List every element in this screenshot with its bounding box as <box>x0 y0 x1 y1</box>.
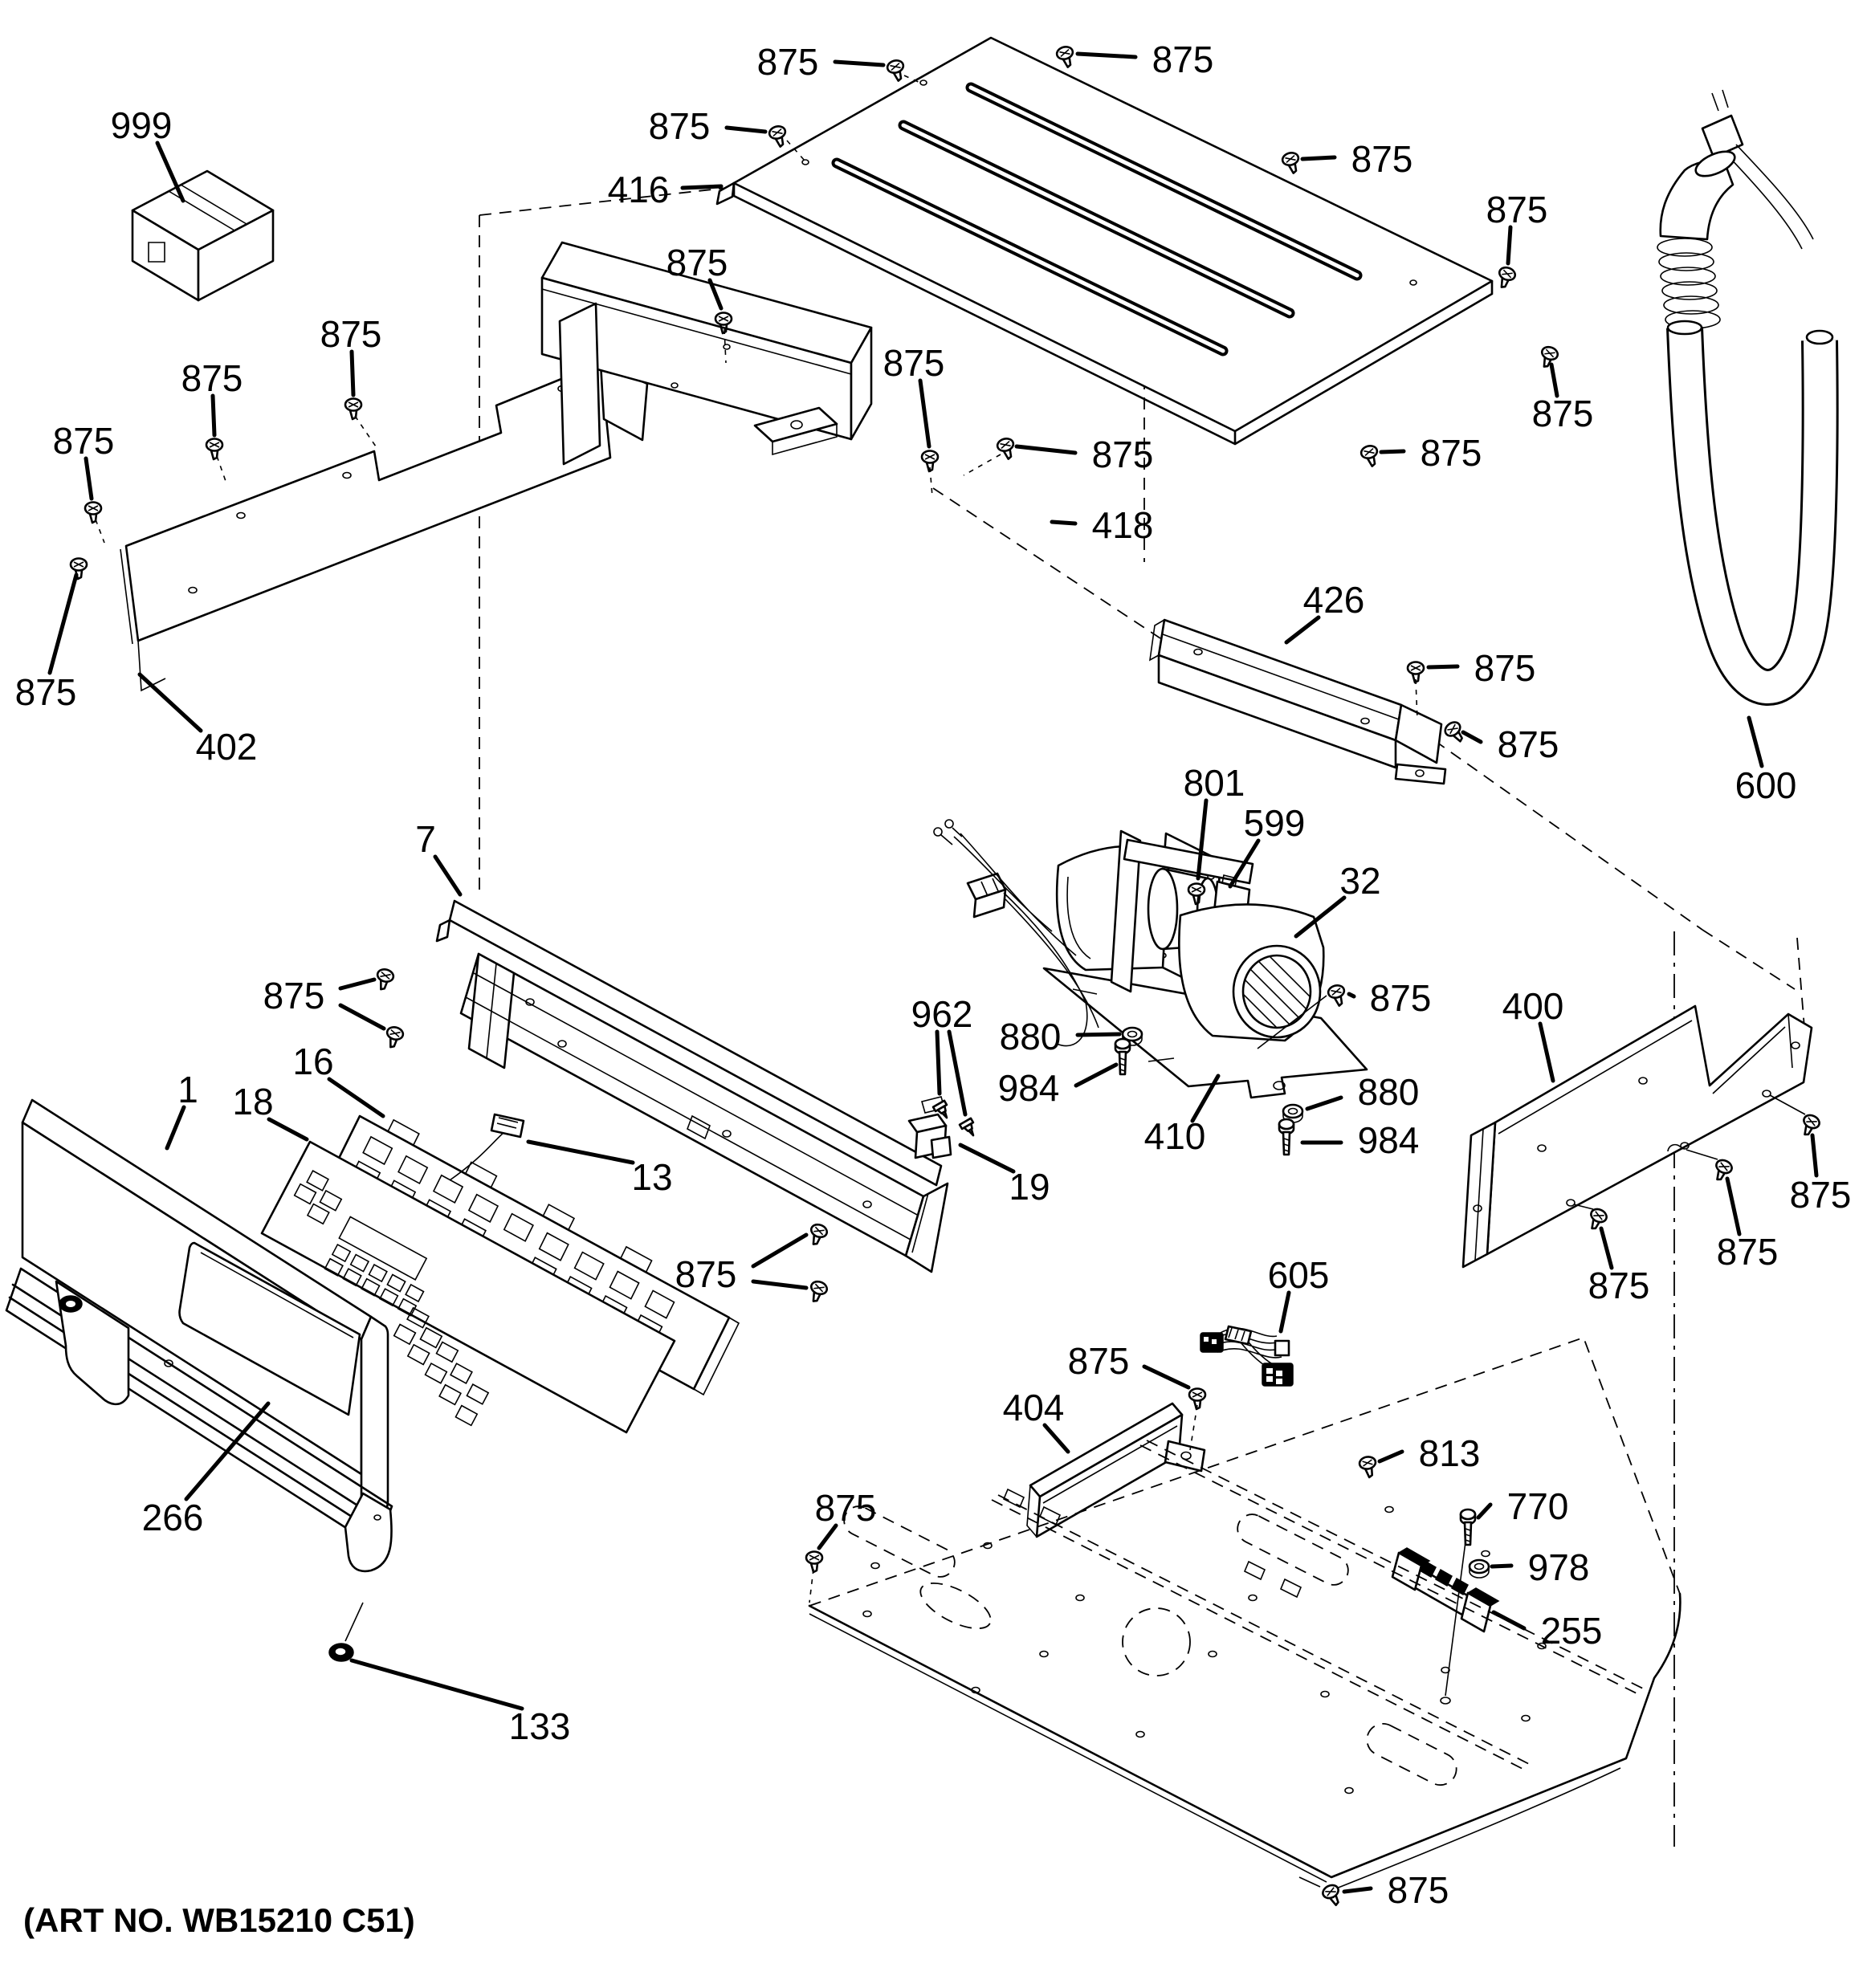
leader-dash <box>964 454 1001 475</box>
part-label-404-38: 404 <box>1002 1387 1065 1428</box>
screw-icon <box>1537 345 1559 370</box>
wire-harness-605 <box>1201 1326 1293 1386</box>
screw-icon <box>206 439 222 460</box>
leader-dash <box>809 1569 813 1603</box>
leader-line <box>1078 1034 1119 1035</box>
part-label-875-20: 875 <box>1497 723 1559 765</box>
leader-line <box>352 1660 522 1709</box>
part-label-416-9: 416 <box>607 169 670 210</box>
part-label-875-51: 875 <box>263 975 325 1016</box>
leader-line <box>1494 1612 1524 1628</box>
overlay-key <box>426 1363 447 1383</box>
leader-line <box>960 1145 1013 1171</box>
screw-icon <box>71 559 87 580</box>
part-label-875-44: 875 <box>1387 1869 1449 1911</box>
leader-line <box>1344 1888 1371 1892</box>
leader-line <box>340 1005 384 1029</box>
overlay-key <box>455 1406 477 1426</box>
screw-icon <box>1281 151 1302 175</box>
screw-icon <box>996 437 1017 461</box>
art-no: (ART NO. WB15210 C51) <box>23 1901 415 1939</box>
panel-hole <box>1482 1551 1490 1557</box>
bolt-icon <box>1461 1509 1475 1545</box>
screw-icon <box>886 59 907 83</box>
leader-line <box>1052 522 1075 523</box>
leader-dash <box>96 519 104 543</box>
leader-line <box>435 857 460 894</box>
leader-thin <box>345 1603 363 1641</box>
part-label-875-2: 875 <box>181 357 243 399</box>
panel-hole <box>1385 1507 1393 1513</box>
leader-line <box>937 1032 940 1094</box>
leader-dash <box>355 416 376 446</box>
panel-hole <box>1321 1692 1329 1697</box>
screw-icon <box>806 1223 829 1248</box>
leader-line <box>835 62 883 65</box>
overlay-key <box>439 1385 461 1405</box>
overlay-key <box>436 1342 458 1363</box>
screw-icon <box>1055 45 1076 69</box>
panel-hole <box>1249 1595 1257 1601</box>
overlay-key <box>467 1384 488 1404</box>
leader-line <box>920 381 929 446</box>
part-label-875-19: 875 <box>1474 647 1536 689</box>
part-label-133-46: 133 <box>508 1705 571 1747</box>
part-label-875-53: 875 <box>675 1253 737 1295</box>
panel-hole <box>1040 1652 1048 1657</box>
clip-icon <box>960 1118 979 1139</box>
panel-hole <box>1076 1595 1084 1601</box>
vent-duct-upper-426 <box>1150 620 1445 784</box>
leader-line <box>1601 1228 1612 1268</box>
part-label-875-17: 875 <box>1420 432 1482 474</box>
leader-line <box>1508 227 1510 263</box>
leader-line <box>329 1079 383 1116</box>
overlay-key <box>408 1345 430 1365</box>
part-label-875-37: 875 <box>1067 1340 1130 1382</box>
part-label-770-41: 770 <box>1506 1485 1569 1527</box>
part-label-875-39: 875 <box>814 1487 877 1529</box>
part-label-875-11: 875 <box>883 342 945 384</box>
part-label-984-28: 984 <box>997 1067 1060 1109</box>
leader-line <box>1045 1425 1068 1452</box>
leader-line <box>1812 1135 1816 1175</box>
screw-icon <box>768 124 789 149</box>
part-label-1-47: 1 <box>177 1069 198 1110</box>
part-label-605-36: 605 <box>1267 1254 1330 1296</box>
part-label-13-52: 13 <box>631 1156 673 1198</box>
part-label-875-14: 875 <box>1351 138 1413 180</box>
leader-line <box>1286 617 1319 642</box>
drain-hose-600 <box>1657 90 1832 687</box>
leader-line <box>1281 1293 1289 1331</box>
leader-line <box>1078 54 1135 57</box>
side-panel-right-400 <box>1463 1006 1812 1267</box>
leader-line <box>528 1142 633 1163</box>
part-label-7-50: 7 <box>415 818 436 860</box>
part-label-875-16: 875 <box>1531 393 1594 434</box>
part-label-875-8: 875 <box>648 105 711 147</box>
leader-line <box>1380 1452 1402 1461</box>
part-label-962-26: 962 <box>911 993 973 1035</box>
part-label-875-35: 875 <box>1588 1265 1650 1306</box>
leader-line <box>167 1107 184 1148</box>
screw-icon <box>85 503 101 523</box>
grommet-icon <box>329 1644 353 1661</box>
panel-hole <box>1522 1716 1530 1721</box>
leader-line <box>683 186 721 188</box>
leader-thin <box>1770 1095 1805 1114</box>
screw-icon <box>1359 1456 1378 1479</box>
leader-line <box>1540 1024 1553 1081</box>
leader-line <box>1429 666 1457 667</box>
leader-line <box>1551 365 1557 396</box>
part-label-875-4: 875 <box>14 671 77 713</box>
part-label-875-1: 875 <box>320 313 382 355</box>
leader-line <box>86 458 92 499</box>
panel-hole <box>1345 1788 1353 1794</box>
screw-icon <box>806 1552 822 1573</box>
screw-icon <box>1327 984 1347 1008</box>
leader-line <box>1749 718 1762 766</box>
part-label-880-30: 880 <box>1357 1071 1420 1113</box>
leader-line <box>50 575 76 673</box>
leader-line <box>1307 1098 1341 1109</box>
screw-icon <box>1798 1113 1821 1139</box>
screw-icon <box>1494 266 1517 291</box>
part-label-880-27: 880 <box>999 1016 1062 1057</box>
part-label-600-21: 600 <box>1735 764 1797 806</box>
part-label-402-5: 402 <box>195 726 258 768</box>
leader-line <box>1463 732 1481 742</box>
leader-line <box>753 1235 806 1266</box>
part-label-978-42: 978 <box>1527 1546 1590 1588</box>
leader-line <box>1017 446 1075 453</box>
leader-thin <box>1299 1877 1320 1887</box>
part-label-875-25: 875 <box>1369 977 1432 1019</box>
part-label-19-54: 19 <box>1009 1166 1050 1208</box>
panel-hole <box>863 1611 871 1617</box>
part-label-426-18: 426 <box>1302 579 1365 621</box>
leader-line <box>727 128 765 132</box>
part-label-875-7: 875 <box>1152 39 1214 80</box>
part-label-875-15: 875 <box>1486 189 1548 230</box>
part-label-875-3: 875 <box>52 420 115 462</box>
leader-thin <box>1574 1204 1593 1209</box>
part-label-16-49: 16 <box>292 1041 334 1082</box>
overlay-key <box>450 1363 472 1383</box>
panel-hole <box>871 1563 879 1569</box>
panel-hole <box>1209 1652 1217 1657</box>
screw-icon <box>1359 444 1380 468</box>
screw-icon <box>384 1025 405 1049</box>
leader-line <box>340 980 374 988</box>
leader-line <box>140 674 201 731</box>
shipping-pad-999 <box>132 171 273 300</box>
part-label-875-33: 875 <box>1789 1174 1852 1216</box>
leader-line <box>269 1119 307 1139</box>
leader-thin <box>1686 1150 1718 1159</box>
nut-icon <box>1470 1560 1489 1578</box>
leader-line <box>213 396 214 435</box>
part-label-410-29: 410 <box>1143 1115 1206 1157</box>
part-label-875-10: 875 <box>666 242 728 283</box>
screw-icon <box>374 968 395 992</box>
leader-dash <box>217 456 226 483</box>
leader-line <box>352 352 353 395</box>
part-label-801-24: 801 <box>1183 762 1245 804</box>
part-label-875-34: 875 <box>1716 1231 1779 1273</box>
leader-line <box>1349 994 1354 996</box>
part-label-599-22: 599 <box>1243 802 1306 844</box>
leader-line <box>1076 1065 1116 1086</box>
leader-line <box>819 1526 836 1548</box>
leader-dash <box>1190 1405 1197 1450</box>
part-label-400-32: 400 <box>1502 985 1564 1027</box>
bolt-icon <box>1279 1119 1294 1155</box>
part-label-875-12: 875 <box>1091 434 1154 475</box>
part-label-984-31: 984 <box>1357 1119 1420 1161</box>
part-label-266-45: 266 <box>141 1497 204 1538</box>
part-label-255-43: 255 <box>1540 1610 1603 1652</box>
leader-line <box>1381 451 1404 452</box>
part-label-875-6: 875 <box>756 41 819 83</box>
screw-icon <box>806 1280 829 1305</box>
screw-icon <box>1585 1207 1608 1232</box>
leader-line <box>753 1281 806 1288</box>
overlay-key <box>394 1324 416 1344</box>
leader-line <box>1144 1367 1188 1387</box>
bolt-icon <box>1115 1039 1130 1074</box>
part-label-32-23: 32 <box>1339 860 1381 902</box>
part-label-418-13: 418 <box>1091 504 1154 546</box>
screw-icon <box>345 399 361 420</box>
part-label-999-0: 999 <box>110 104 173 146</box>
panel-hole <box>1136 1732 1144 1737</box>
part-label-813-40: 813 <box>1418 1432 1481 1474</box>
leader-line <box>949 1032 965 1114</box>
leader-line <box>1478 1505 1490 1517</box>
part-label-18-48: 18 <box>232 1081 274 1122</box>
screw-icon <box>1710 1158 1734 1183</box>
leader-line <box>1302 157 1335 159</box>
leader-line <box>1727 1179 1739 1234</box>
